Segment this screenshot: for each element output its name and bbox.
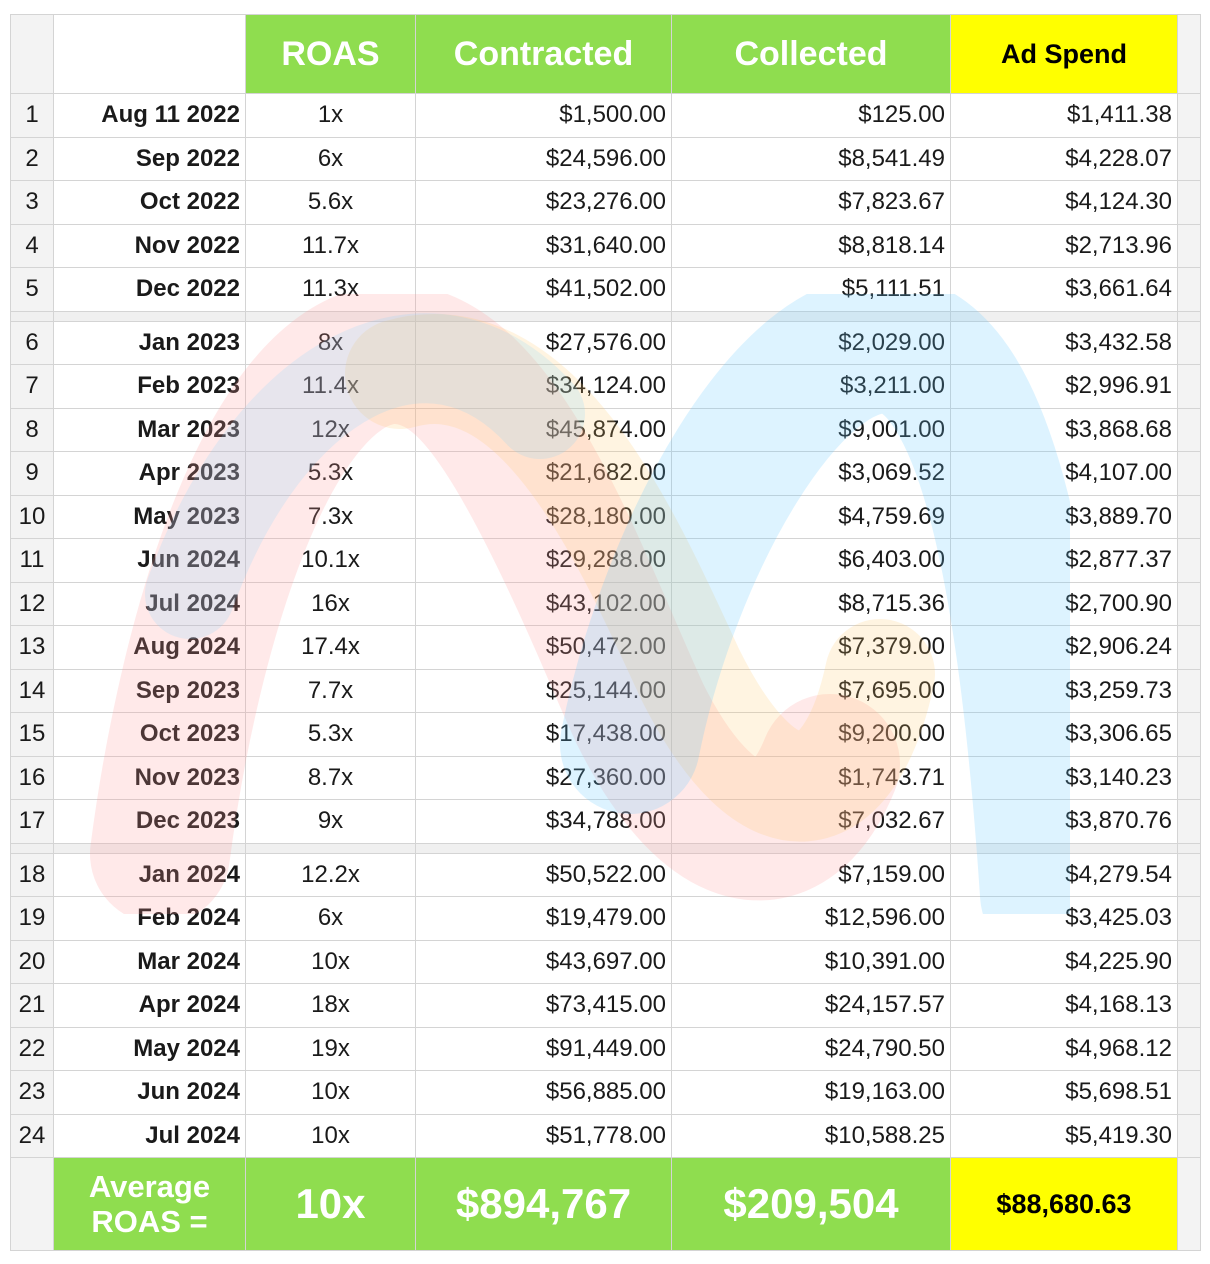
roas-cell[interactable]: 10x: [246, 1071, 416, 1115]
collected-cell[interactable]: $7,695.00: [672, 669, 951, 713]
date-cell[interactable]: Nov 2022: [54, 224, 246, 268]
contracted-cell[interactable]: $27,360.00: [416, 756, 672, 800]
date-cell[interactable]: Sep 2022: [54, 137, 246, 181]
ad-spend-cell[interactable]: $4,168.13: [951, 984, 1178, 1028]
ad-spend-cell[interactable]: $3,889.70: [951, 495, 1178, 539]
divider-cell: [54, 843, 246, 853]
gutter-cell: [1178, 669, 1201, 713]
contracted-cell[interactable]: $19,479.00: [416, 897, 672, 941]
date-cell[interactable]: Jun 2024: [54, 1071, 246, 1115]
row-number-cell[interactable]: 17: [11, 800, 54, 844]
date-cell[interactable]: Jul 2024: [54, 582, 246, 626]
average-row: [11, 1158, 1201, 1251]
roas-cell[interactable]: 8.7x: [246, 756, 416, 800]
gutter-cell: [1178, 15, 1201, 94]
date-cell[interactable]: May 2023: [54, 495, 246, 539]
gutter-cell: [1178, 408, 1201, 452]
table-row: [11, 800, 1201, 844]
ad-spend-cell[interactable]: $5,698.51: [951, 1071, 1178, 1115]
gutter-cell: [1178, 1027, 1201, 1071]
gutter-cell: [1178, 495, 1201, 539]
date-header-cell[interactable]: [54, 15, 246, 94]
collected-cell[interactable]: $7,032.67: [672, 800, 951, 844]
ad-spend-cell[interactable]: $4,279.54: [951, 853, 1178, 897]
spreadsheet: [10, 14, 1200, 1251]
table-row: [11, 940, 1201, 984]
row-number-cell[interactable]: 12: [11, 582, 54, 626]
contracted-cell[interactable]: $23,276.00: [416, 181, 672, 225]
contracted-cell[interactable]: $41,502.00: [416, 268, 672, 312]
collected-cell[interactable]: $24,790.50: [672, 1027, 951, 1071]
table-row: [11, 452, 1201, 496]
row-number-cell[interactable]: 7: [11, 365, 54, 409]
date-cell[interactable]: Sep 2023: [54, 669, 246, 713]
ad-spend-cell[interactable]: $4,124.30: [951, 181, 1178, 225]
date-cell[interactable]: Aug 11 2022: [54, 94, 246, 138]
collected-cell[interactable]: $5,111.51: [672, 268, 951, 312]
total-contracted[interactable]: $894,767: [416, 1158, 672, 1251]
gutter-cell: [1178, 321, 1201, 365]
collected-cell[interactable]: $4,759.69: [672, 495, 951, 539]
contracted-cell[interactable]: $34,124.00: [416, 365, 672, 409]
ad-spend-cell[interactable]: $3,259.73: [951, 669, 1178, 713]
row-number-cell[interactable]: 19: [11, 897, 54, 941]
ad-spend-header[interactable]: Ad Spend: [951, 15, 1178, 94]
divider-cell: [672, 843, 951, 853]
collected-cell[interactable]: $8,541.49: [672, 137, 951, 181]
roas-cell[interactable]: 6x: [246, 137, 416, 181]
table-row: [11, 756, 1201, 800]
gutter-cell: [1178, 224, 1201, 268]
roas-cell[interactable]: 10.1x: [246, 539, 416, 583]
ad-spend-cell[interactable]: $2,700.90: [951, 582, 1178, 626]
row-number-cell[interactable]: 21: [11, 984, 54, 1028]
roas-cell[interactable]: 10x: [246, 1114, 416, 1158]
roas-cell[interactable]: 1x: [246, 94, 416, 138]
roas-table: [10, 14, 1201, 1251]
table-row: [11, 181, 1201, 225]
table-row: [11, 408, 1201, 452]
row-number-cell[interactable]: 9: [11, 452, 54, 496]
table-row: [11, 137, 1201, 181]
roas-cell[interactable]: 18x: [246, 984, 416, 1028]
date-cell[interactable]: Oct 2022: [54, 181, 246, 225]
table-row: [11, 1114, 1201, 1158]
date-cell[interactable]: Dec 2022: [54, 268, 246, 312]
contracted-cell[interactable]: $27,576.00: [416, 321, 672, 365]
divider-cell: [951, 311, 1178, 321]
collected-cell[interactable]: $3,211.00: [672, 365, 951, 409]
roas-cell[interactable]: 5.6x: [246, 181, 416, 225]
date-cell[interactable]: Dec 2023: [54, 800, 246, 844]
average-roas-label[interactable]: Average ROAS =: [54, 1158, 246, 1251]
gutter-cell: [1178, 940, 1201, 984]
table-row: [11, 984, 1201, 1028]
contracted-cell[interactable]: $28,180.00: [416, 495, 672, 539]
roas-cell[interactable]: 17.4x: [246, 626, 416, 670]
collected-cell[interactable]: $10,588.25: [672, 1114, 951, 1158]
contracted-cell[interactable]: $51,778.00: [416, 1114, 672, 1158]
total-collected[interactable]: $209,504: [672, 1158, 951, 1251]
roas-cell[interactable]: 11.3x: [246, 268, 416, 312]
roas-cell[interactable]: 11.4x: [246, 365, 416, 409]
collected-cell[interactable]: $7,159.00: [672, 853, 951, 897]
divider-cell: [11, 843, 54, 853]
gutter-cell: [1178, 984, 1201, 1028]
divider-cell: [54, 311, 246, 321]
ad-spend-cell[interactable]: $4,968.12: [951, 1027, 1178, 1071]
row-number-cell[interactable]: 6: [11, 321, 54, 365]
ad-spend-cell[interactable]: $3,868.68: [951, 408, 1178, 452]
roas-cell[interactable]: 7.3x: [246, 495, 416, 539]
ad-spend-cell[interactable]: $2,713.96: [951, 224, 1178, 268]
contracted-cell[interactable]: $43,697.00: [416, 940, 672, 984]
contracted-cell[interactable]: $34,788.00: [416, 800, 672, 844]
row-number-cell[interactable]: 5: [11, 268, 54, 312]
contracted-cell[interactable]: $17,438.00: [416, 713, 672, 757]
collected-cell[interactable]: $24,157.57: [672, 984, 951, 1028]
collected-cell[interactable]: $8,818.14: [672, 224, 951, 268]
contracted-cell[interactable]: $50,522.00: [416, 853, 672, 897]
roas-cell[interactable]: 6x: [246, 897, 416, 941]
ad-spend-cell[interactable]: $3,432.58: [951, 321, 1178, 365]
roas-cell[interactable]: 12.2x: [246, 853, 416, 897]
date-cell[interactable]: Jan 2024: [54, 853, 246, 897]
row-number-cell[interactable]: 14: [11, 669, 54, 713]
collected-cell[interactable]: $6,403.00: [672, 539, 951, 583]
row-number-cell[interactable]: 18: [11, 853, 54, 897]
contracted-cell[interactable]: $56,885.00: [416, 1071, 672, 1115]
ad-spend-cell[interactable]: $4,225.90: [951, 940, 1178, 984]
row-number-cell[interactable]: 13: [11, 626, 54, 670]
table-row: [11, 626, 1201, 670]
gutter-cell: [1178, 853, 1201, 897]
table-row: [11, 1027, 1201, 1071]
date-cell[interactable]: Feb 2024: [54, 897, 246, 941]
ad-spend-cell[interactable]: $5,419.30: [951, 1114, 1178, 1158]
divider-cell: [951, 843, 1178, 853]
gutter-cell: [1178, 94, 1201, 138]
frozen-divider-row: [11, 843, 1201, 853]
date-cell[interactable]: Jul 2024: [54, 1114, 246, 1158]
ad-spend-cell[interactable]: $2,877.37: [951, 539, 1178, 583]
roas-cell[interactable]: 5.3x: [246, 713, 416, 757]
date-cell[interactable]: Feb 2023: [54, 365, 246, 409]
roas-cell[interactable]: 7.7x: [246, 669, 416, 713]
collected-cell[interactable]: $9,200.00: [672, 713, 951, 757]
divider-cell: [416, 843, 672, 853]
date-cell[interactable]: Jan 2023: [54, 321, 246, 365]
contracted-cell[interactable]: $43,102.00: [416, 582, 672, 626]
table-row: [11, 897, 1201, 941]
table-row: [11, 365, 1201, 409]
ad-spend-cell[interactable]: $2,906.24: [951, 626, 1178, 670]
row-number-cell[interactable]: 23: [11, 1071, 54, 1115]
roas-cell[interactable]: 19x: [246, 1027, 416, 1071]
row-number-cell[interactable]: 24: [11, 1114, 54, 1158]
collected-cell[interactable]: $9,001.00: [672, 408, 951, 452]
table-row: [11, 582, 1201, 626]
contracted-cell[interactable]: $25,144.00: [416, 669, 672, 713]
date-cell[interactable]: Mar 2023: [54, 408, 246, 452]
row-number-cell[interactable]: 22: [11, 1027, 54, 1071]
frozen-divider-row: [11, 311, 1201, 321]
gutter-cell: [1178, 539, 1201, 583]
contracted-cell[interactable]: $21,682.00: [416, 452, 672, 496]
contracted-cell[interactable]: $73,415.00: [416, 984, 672, 1028]
ad-spend-cell[interactable]: $3,870.76: [951, 800, 1178, 844]
divider-cell: [11, 311, 54, 321]
divider-cell: [672, 311, 951, 321]
roas-cell[interactable]: 5.3x: [246, 452, 416, 496]
date-cell[interactable]: Aug 2024: [54, 626, 246, 670]
contracted-cell[interactable]: $50,472.00: [416, 626, 672, 670]
date-cell[interactable]: May 2024: [54, 1027, 246, 1071]
divider-cell: [1178, 311, 1201, 321]
date-cell[interactable]: Nov 2023: [54, 756, 246, 800]
row-number-cell[interactable]: 2: [11, 137, 54, 181]
contracted-cell[interactable]: $29,288.00: [416, 539, 672, 583]
date-cell[interactable]: Apr 2024: [54, 984, 246, 1028]
ad-spend-cell[interactable]: $2,996.91: [951, 365, 1178, 409]
table-row: [11, 713, 1201, 757]
ad-spend-cell[interactable]: $4,107.00: [951, 452, 1178, 496]
row-number-cell[interactable]: 1: [11, 94, 54, 138]
date-cell[interactable]: Oct 2023: [54, 713, 246, 757]
row-number-cell[interactable]: [11, 1158, 54, 1251]
row-number-cell[interactable]: 4: [11, 224, 54, 268]
collected-cell[interactable]: $8,715.36: [672, 582, 951, 626]
date-cell[interactable]: Apr 2023: [54, 452, 246, 496]
gutter-cell: [1178, 713, 1201, 757]
collected-cell[interactable]: $19,163.00: [672, 1071, 951, 1115]
contracted-cell[interactable]: $24,596.00: [416, 137, 672, 181]
collected-cell[interactable]: $12,596.00: [672, 897, 951, 941]
collected-cell[interactable]: $10,391.00: [672, 940, 951, 984]
row-number-cell[interactable]: 20: [11, 940, 54, 984]
contracted-cell[interactable]: $31,640.00: [416, 224, 672, 268]
row-number-cell[interactable]: 16: [11, 756, 54, 800]
roas-cell[interactable]: 16x: [246, 582, 416, 626]
collected-cell[interactable]: $7,379.00: [672, 626, 951, 670]
gutter-cell: [1178, 582, 1201, 626]
table-row: [11, 669, 1201, 713]
header-row: [11, 15, 1201, 94]
gutter-cell: [1178, 1158, 1201, 1251]
table-row: [11, 853, 1201, 897]
gutter-cell: [1178, 626, 1201, 670]
roas-cell[interactable]: 11.7x: [246, 224, 416, 268]
divider-cell: [416, 311, 672, 321]
divider-cell: [246, 843, 416, 853]
row-number-cell[interactable]: 15: [11, 713, 54, 757]
table-row: [11, 94, 1201, 138]
collected-cell[interactable]: $1,743.71: [672, 756, 951, 800]
roas-cell[interactable]: 12x: [246, 408, 416, 452]
gutter-cell: [1178, 1114, 1201, 1158]
roas-header[interactable]: ROAS: [246, 15, 416, 94]
ad-spend-cell[interactable]: $3,425.03: [951, 897, 1178, 941]
roas-cell[interactable]: 9x: [246, 800, 416, 844]
table-row: [11, 321, 1201, 365]
gutter-cell: [1178, 897, 1201, 941]
gutter-cell: [1178, 268, 1201, 312]
ad-spend-cell[interactable]: $3,140.23: [951, 756, 1178, 800]
collected-header[interactable]: Collected: [672, 15, 951, 94]
table-row: [11, 224, 1201, 268]
collected-cell[interactable]: $125.00: [672, 94, 951, 138]
corner-cell[interactable]: [11, 15, 54, 94]
row-number-cell[interactable]: 10: [11, 495, 54, 539]
ad-spend-cell[interactable]: $1,411.38: [951, 94, 1178, 138]
ad-spend-cell[interactable]: $4,228.07: [951, 137, 1178, 181]
row-number-cell[interactable]: 3: [11, 181, 54, 225]
gutter-cell: [1178, 800, 1201, 844]
table-row: [11, 495, 1201, 539]
row-number-cell[interactable]: 11: [11, 539, 54, 583]
collected-cell[interactable]: $2,029.00: [672, 321, 951, 365]
row-number-cell[interactable]: 8: [11, 408, 54, 452]
date-cell[interactable]: Mar 2024: [54, 940, 246, 984]
gutter-cell: [1178, 756, 1201, 800]
table-row: [11, 268, 1201, 312]
roas-cell[interactable]: 8x: [246, 321, 416, 365]
contracted-cell[interactable]: $45,874.00: [416, 408, 672, 452]
contracted-header[interactable]: Contracted: [416, 15, 672, 94]
gutter-cell: [1178, 1071, 1201, 1115]
collected-cell[interactable]: $3,069.52: [672, 452, 951, 496]
gutter-cell: [1178, 137, 1201, 181]
ad-spend-cell[interactable]: $3,661.64: [951, 268, 1178, 312]
contracted-cell[interactable]: $1,500.00: [416, 94, 672, 138]
total-ad-spend[interactable]: $88,680.63: [951, 1158, 1178, 1251]
ad-spend-cell[interactable]: $3,306.65: [951, 713, 1178, 757]
divider-cell: [1178, 843, 1201, 853]
contracted-cell[interactable]: $91,449.00: [416, 1027, 672, 1071]
gutter-cell: [1178, 452, 1201, 496]
gutter-cell: [1178, 181, 1201, 225]
table-row: [11, 539, 1201, 583]
collected-cell[interactable]: $7,823.67: [672, 181, 951, 225]
roas-cell[interactable]: 10x: [246, 940, 416, 984]
gutter-cell: [1178, 365, 1201, 409]
divider-cell: [246, 311, 416, 321]
table-row: [11, 1071, 1201, 1115]
average-roas-value[interactable]: 10x: [246, 1158, 416, 1251]
date-cell[interactable]: Jun 2024: [54, 539, 246, 583]
